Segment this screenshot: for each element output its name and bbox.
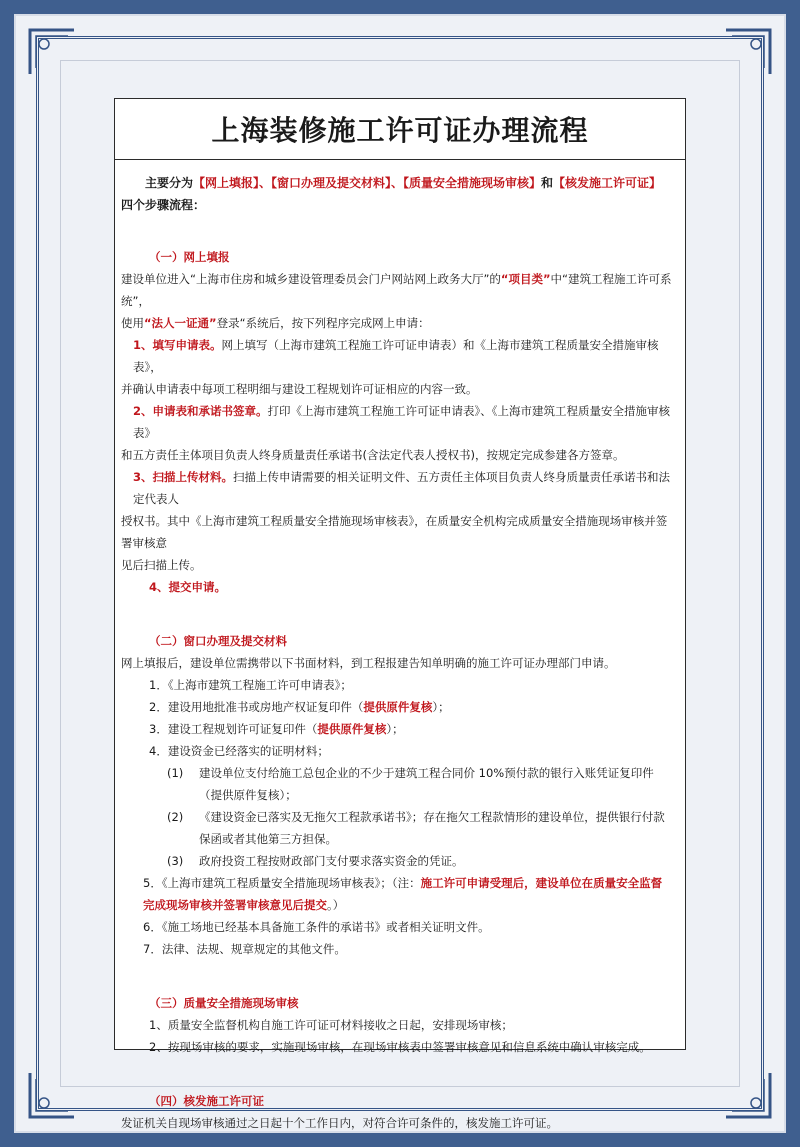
- corner-ornament-icon: [718, 1065, 778, 1125]
- text: 中“建筑工程施工许可系统”，: [121, 272, 672, 308]
- section1-item1-cont: 并确认申请表中每项工程明细与建设工程规划许可证相应的内容一致。: [121, 382, 478, 396]
- section1-item2: [121, 400, 673, 444]
- section4-heading: （四）核发施工许可证: [149, 1094, 264, 1108]
- section1-line1: [121, 268, 673, 312]
- intro-last-step: 【核发施工许可证】: [553, 176, 662, 190]
- text-red: “法人一证通”: [144, 316, 217, 330]
- section3-item1: 1、质量安全监督机构自施工许可证可材料接收之日起，安排现场审核；: [149, 1018, 513, 1032]
- corner-ornament-icon: [22, 22, 82, 82]
- text: 建设单位进入“上海市住房和城乡建设管理委员会门户网站网上政务大厅”的: [121, 272, 501, 286]
- section1-item1: [121, 334, 673, 378]
- item-text: 扫描上传申请需要的相关证明文件、五方责任主体项目负责人终身质量责任承诺书和法定代表人: [133, 470, 671, 506]
- section2-item2: [121, 696, 673, 718]
- section1-heading: （一）网上填报: [149, 250, 230, 264]
- corner-ornament-icon: [718, 22, 778, 82]
- section1-item4: [121, 576, 673, 598]
- sub-text: 政府投资工程按财政部门支付要求落实资金的凭证。: [199, 854, 464, 868]
- text: 3．建设工程规划许可证复印件（: [149, 722, 318, 736]
- sub-text: 建设单位支付给施工总包企业的不少于建筑工程合同价 10%预付款的银行入账凭证复印件（提供原件复核）；: [199, 766, 654, 802]
- section4-line1: 发证机关自现场审核通过之日起十个工作日内，对符合许可条件的，核发施工许可证。: [121, 1116, 558, 1130]
- section2-item4: 4．建设资金已经落实的证明材料；: [149, 744, 329, 758]
- section1-line2: [121, 312, 673, 334]
- intro-and: 和: [541, 176, 554, 190]
- section2-item6: 6．《施工场地已经基本具备施工条件的承诺书》或者相关证明文件。: [143, 920, 490, 934]
- section1-item3: [121, 466, 673, 510]
- item-label: 2、申请表和承诺书签章。: [133, 404, 268, 418]
- text: 5．《上海市建筑工程质量安全措施现场审核表》；（注：: [143, 876, 421, 890]
- section2-item5: [121, 872, 673, 916]
- intro-paragraph: [121, 172, 673, 216]
- sub-text: 《建设资金已落实及无拖欠工程款承诺书》；存在拖欠工程款情形的建设单位，提供银行付款保函或者其他第三方担保。: [199, 810, 665, 846]
- text-red: 提供原件复核: [317, 722, 387, 736]
- text: 2．建设用地批准书或房地产权证复印件（: [149, 700, 364, 714]
- section3-item2: 2、按现场审核的要求，实施现场审核，在现场审核表中签署审核意见和信息系统中确认审核完成。: [149, 1040, 651, 1054]
- intro-prefix: 主要分为: [145, 176, 194, 190]
- document-content: [115, 160, 685, 1134]
- text: 登录“系统后，按下列程序完成网上申请：: [216, 316, 430, 330]
- section1-item3-cont: 授权书。其中《上海市建筑工程质量安全措施现场审核表》，在质量安全机构完成质量安全措施现场审核并签署审核意: [121, 514, 668, 550]
- section1-item2-cont: 和五方责任主体项目负责人终身质量责任承诺书(含法定代表人授权书)，按规定完成参建各方签章。: [121, 448, 625, 462]
- section2-line1: 网上填报后，建设单位需携带以下书面材料，到工程报建告知单明确的施工许可证办理部门申请。: [121, 656, 616, 670]
- section2-item1: 1．《上海市建筑工程施工许可申请表》；: [149, 678, 352, 692]
- sub-num: (3): [167, 854, 184, 868]
- text: ）；: [386, 722, 404, 736]
- item-text: 打印《上海市建筑工程施工许可证申请表》、《上海市建筑工程质量安全措施审核表》: [133, 404, 671, 440]
- text-red: 提供原件复核: [363, 700, 433, 714]
- text: 。）: [327, 898, 345, 912]
- item-text: 网上填写（上海市建筑工程施工许可证申请表）和《上海市建筑工程质量安全措施审核表》，: [133, 338, 659, 374]
- section2-sub2: [121, 806, 673, 850]
- section2-sub3: [121, 850, 673, 872]
- section1-item3-cont2: 见后扫描上传。: [121, 558, 202, 572]
- section2-sub1: [121, 762, 673, 806]
- section2-item7: 7．法律、法规、规章规定的其他文件。: [143, 942, 346, 956]
- item-label: 3、扫描上传材料。: [133, 470, 234, 484]
- item-label: 4、提交申请。: [149, 580, 227, 594]
- document-box: [114, 98, 686, 1130]
- text-red: “项目类”: [500, 272, 551, 286]
- sub-num: (1): [167, 766, 184, 780]
- text: 使用: [121, 316, 144, 330]
- text-red: 施工许可申请受理后，建设单位在质量安全监督完成现场审核并签署审核意见后提交: [143, 876, 663, 912]
- item-label: 1、填写申请表。: [133, 338, 222, 352]
- page-title: 上海装修施工许可证办理流程: [115, 99, 685, 160]
- section3-heading: （三）质量安全措施现场审核: [149, 996, 299, 1010]
- corner-ornament-icon: [22, 1065, 82, 1125]
- section2-heading: （二）窗口办理及提交材料: [149, 634, 287, 648]
- section2-item3: [121, 718, 673, 740]
- sub-num: (2): [167, 810, 184, 824]
- text: ）；: [432, 700, 450, 714]
- intro-suffix: 四个步骤流程：: [121, 198, 206, 212]
- intro-steps: 【网上填报】、【窗口办理及提交材料】、【质量安全措施现场审核】: [193, 176, 542, 190]
